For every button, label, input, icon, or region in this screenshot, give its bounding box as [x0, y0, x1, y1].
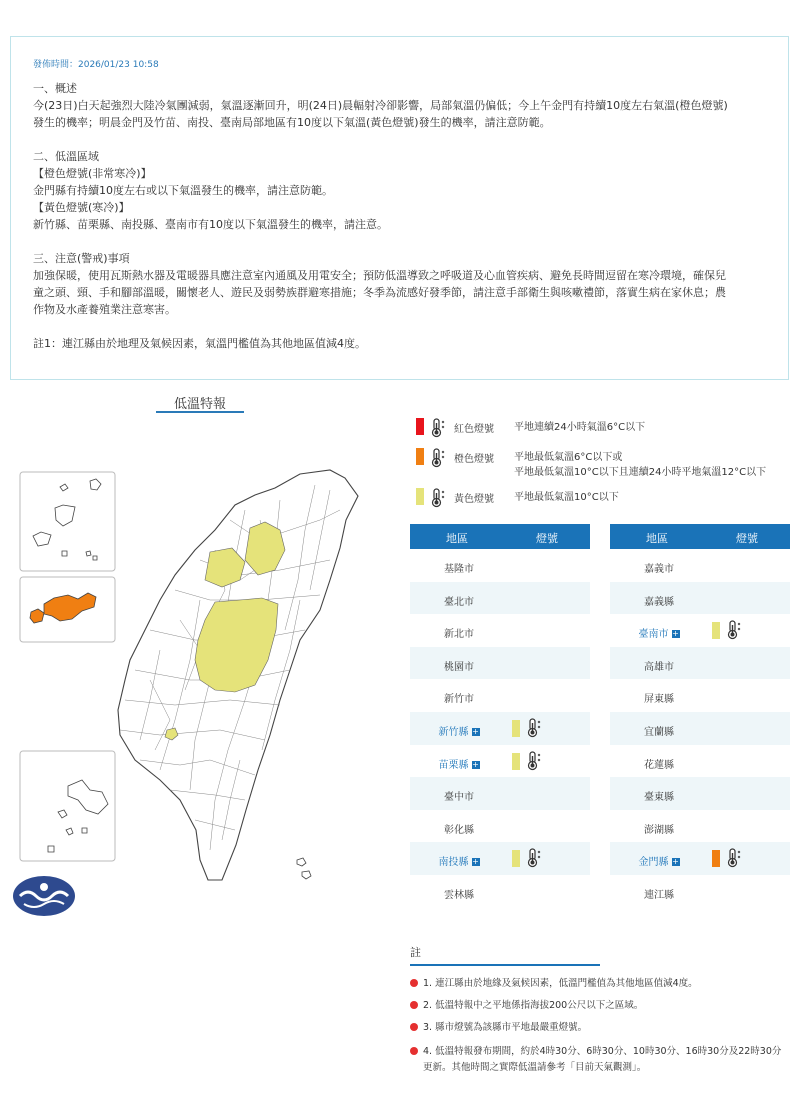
bulletin-line: 發生的機率；明晨金門及竹苗、南投、臺南局部地區有10度以下氣溫(黃色燈號)發生的機率，請注意防範。	[33, 116, 551, 129]
region-name	[610, 886, 708, 901]
thermometer-icon	[525, 848, 545, 868]
region-label: 基隆市	[444, 564, 474, 575]
cwa-logo	[13, 876, 75, 916]
region-label: 桃園市	[444, 661, 474, 673]
signal-swatch	[512, 850, 520, 867]
legend-swatch	[416, 418, 424, 435]
region-label: 金門縣	[638, 857, 669, 869]
table-row	[610, 810, 790, 843]
region-label: 嘉義縣	[644, 596, 674, 608]
legend-swatch	[416, 448, 424, 465]
region-label: 嘉義市	[644, 564, 674, 575]
table-row	[610, 745, 790, 778]
bullet-icon	[410, 979, 418, 987]
bulletin-line: 新竹縣、苗栗縣、南投縣、臺南市有10度以下氣溫發生的機率，請注意。	[33, 218, 388, 231]
region-name	[610, 821, 708, 836]
region-name	[610, 560, 708, 575]
expand-icon[interactable]: +	[672, 629, 679, 639]
table-row	[610, 549, 790, 582]
legend-desc-line: 平地最低氣溫10°C以下且連續24小時平地氣溫12°C以下	[514, 467, 767, 478]
bulletin-line	[33, 131, 766, 148]
region-label: 新北市	[444, 629, 474, 641]
bulletin-line: 童之頭、頸、手和腳部溫暖，關懷老人、遊民及弱勢族群避寒措施；冬季為流感好發季節，請注意手部衛生與咳嗽禮節，落實生病在家休息；農	[33, 286, 726, 299]
thermometer-icon	[429, 418, 449, 438]
region-name	[610, 658, 708, 673]
note-text: 4. 低溫特報發布期間，約於4時30分、6時30分、10時30分、16時30分及22時30分更新。其他時間之實際低溫請參考「目前天氣觀測」。	[423, 1046, 782, 1073]
legend-desc-line: 平地最低氣溫10°C以下	[514, 492, 619, 503]
table-row	[410, 875, 590, 908]
region-name	[610, 788, 708, 803]
thermometer-icon	[725, 848, 745, 868]
bulletin-line: 二、低溫區域	[33, 150, 99, 163]
header-signal: 燈號	[536, 532, 558, 545]
legend-name: 橙色燈號	[454, 454, 494, 465]
thermometer-icon	[429, 448, 449, 468]
header-region: 地區	[646, 532, 668, 545]
bulletin-line: 今(23日)白天起強烈大陸冷氣團減弱，氣溫逐漸回升，明(24日)晨輻射冷卻影響，局部氣溫仍偏低；今上午金門有持續10度左右氣溫(橙色燈號)	[33, 99, 728, 112]
table-row[interactable]	[410, 842, 590, 875]
table-row	[610, 679, 790, 712]
region-name[interactable]	[410, 756, 508, 771]
table-row	[610, 712, 790, 745]
bullet-icon	[410, 1047, 418, 1055]
legend-desc	[514, 490, 619, 505]
region-label: 南投縣	[438, 857, 469, 869]
expand-icon[interactable]: +	[672, 857, 679, 867]
table-row	[410, 549, 590, 582]
bulletin-line: 作物及水產養殖業注意寒害。	[33, 303, 176, 316]
region-name	[410, 788, 508, 803]
tab-low-temp-warning[interactable]: 低溫特報	[156, 393, 244, 413]
legend-swatch	[416, 488, 424, 505]
table-row	[410, 679, 590, 712]
region-label: 屏東縣	[644, 694, 674, 706]
region-name	[410, 658, 508, 673]
bulletin-line: 三、注意(警戒)事項	[33, 252, 130, 265]
table-row	[410, 582, 590, 615]
bullet-icon	[410, 1023, 418, 1031]
region-name	[410, 821, 508, 836]
region-label: 連江縣	[644, 889, 674, 901]
header-signal: 燈號	[736, 532, 758, 545]
signal-swatch	[512, 720, 520, 737]
region-name[interactable]	[410, 723, 508, 738]
table-row[interactable]	[410, 712, 590, 745]
region-label: 臺北市	[444, 596, 474, 608]
bulletin-body	[33, 80, 766, 352]
table-row[interactable]	[610, 614, 790, 647]
region-name	[410, 593, 508, 608]
taiwan-main-island	[118, 470, 358, 880]
table-row[interactable]	[610, 842, 790, 875]
taiwan-warning-map	[0, 418, 400, 918]
region-label: 彰化縣	[444, 824, 474, 836]
region-label: 宜蘭縣	[644, 726, 674, 738]
legend-name: 黃色燈號	[454, 494, 494, 505]
expand-icon[interactable]: +	[472, 759, 479, 769]
region-name	[410, 625, 508, 640]
bullet-icon	[410, 1001, 418, 1009]
region-label: 高雄市	[644, 661, 674, 673]
legend-desc-line: 平地最低氣溫6°C以下或	[514, 452, 623, 463]
table-row	[610, 777, 790, 810]
table-row	[610, 582, 790, 615]
region-name	[410, 886, 508, 901]
region-name	[410, 560, 508, 575]
bulletin-line: 註1：連江縣由於地理及氣候因素，氣溫門檻值為其他地區值減4度。	[33, 337, 366, 350]
region-name[interactable]	[610, 625, 708, 640]
legend-desc	[514, 420, 645, 435]
region-label: 苗栗縣	[438, 759, 469, 771]
note-text: 1. 連江縣由於地緣及氣候因素，低溫門檻值為其他地區值減4度。	[423, 978, 698, 989]
thermometer-icon	[725, 620, 745, 640]
signal-swatch	[512, 753, 520, 770]
table-row	[410, 810, 590, 843]
expand-icon[interactable]: +	[472, 726, 479, 736]
region-label: 臺中市	[444, 792, 474, 804]
expand-icon[interactable]: +	[472, 857, 479, 867]
legend-name: 紅色燈號	[454, 424, 494, 435]
region-table-left	[410, 524, 590, 908]
note-text: 2. 低溫特報中之平地係指海拔200公尺以下之區域。	[423, 1000, 644, 1011]
bulletin-line: 【黃色燈號(寒冷)】	[33, 201, 130, 214]
table-header	[410, 524, 590, 549]
bulletin-line: 加強保暖，使用瓦斯熱水器及電暖器具應注意室內通風及用電安全；預防低溫導致之呼吸道及心血管疾病、避免長時間逗留在寒冷環境，確保兒	[33, 269, 726, 282]
legend-desc-line: 平地連續24小時氣溫6°C以下	[514, 422, 646, 433]
region-label: 新竹縣	[438, 726, 469, 738]
region-name	[610, 690, 708, 705]
region-table-right	[610, 524, 790, 908]
thermometer-icon	[525, 718, 545, 738]
bulletin-line: 金門縣有持續10度左右或以下氣溫發生的機率，請注意防範。	[33, 184, 333, 197]
region-name[interactable]	[410, 853, 508, 868]
region-label: 花蓮縣	[644, 759, 674, 771]
table-row	[410, 777, 590, 810]
thermometer-icon	[525, 751, 545, 771]
region-name[interactable]	[610, 853, 708, 868]
region-name	[610, 723, 708, 738]
region-label: 臺東縣	[644, 792, 674, 804]
region-label: 新竹市	[444, 694, 474, 706]
issue-time: 發佈時間：2026/01/23 10:58	[33, 60, 159, 70]
bulletin-line	[33, 233, 766, 250]
header-region: 地區	[446, 532, 468, 545]
region-label: 雲林縣	[444, 889, 474, 901]
bulletin-line: 【橙色燈號(非常寒冷)】	[33, 167, 152, 180]
table-row	[410, 647, 590, 680]
thermometer-icon	[429, 488, 449, 508]
notes-section	[410, 944, 790, 1073]
legend-desc	[514, 450, 766, 480]
signal-swatch	[712, 622, 720, 639]
bulletin-panel	[10, 36, 789, 380]
region-label: 臺南市	[638, 629, 669, 641]
table-row	[410, 614, 590, 647]
region-name	[610, 593, 708, 608]
notes-title: 註	[410, 944, 600, 966]
bulletin-line	[33, 318, 766, 335]
table-row	[610, 647, 790, 680]
region-name	[410, 690, 508, 705]
signal-swatch	[712, 850, 720, 867]
note-text: 3. 縣市燈號為該縣市平地最嚴重燈號。	[423, 1022, 588, 1033]
offshore-islands-east	[297, 858, 311, 879]
region-label: 澎湖縣	[644, 824, 674, 836]
region-name	[610, 756, 708, 771]
table-row	[610, 875, 790, 908]
bulletin-line: 一、概述	[33, 82, 77, 95]
table-row[interactable]	[410, 745, 590, 778]
table-header	[610, 524, 790, 549]
